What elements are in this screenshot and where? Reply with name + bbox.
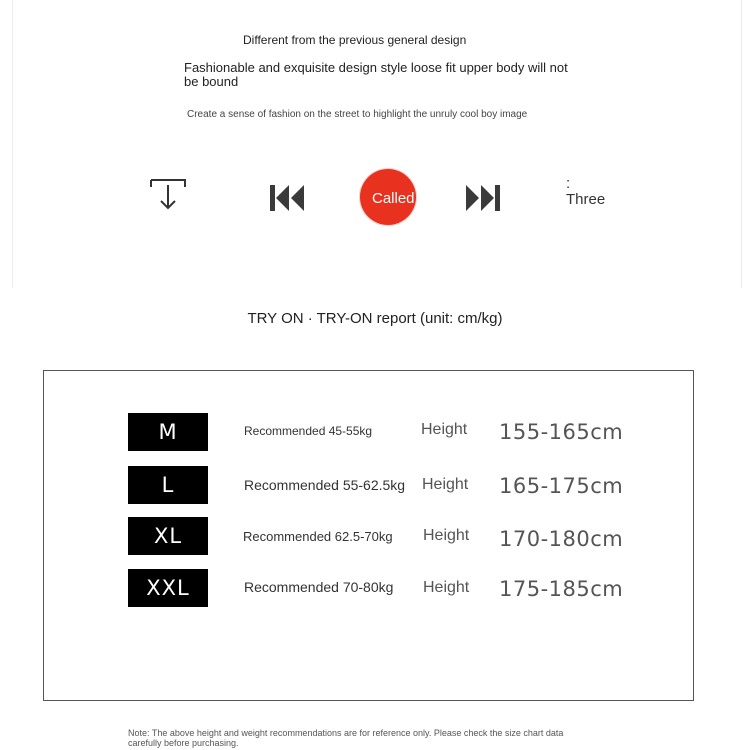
intro-line-2: Fashionable and exquisite design style loose fit upper body will not be bound (184, 60, 568, 89)
intro-line-1: Different from the previous general design (243, 33, 467, 47)
height-range-m: 155-165cm (499, 420, 624, 444)
height-label-xl: Height (423, 527, 470, 544)
download-button[interactable] (148, 176, 188, 212)
next-button[interactable] (462, 182, 502, 214)
report-title: TRY ON · TRY-ON report (unit: cm/kg) (247, 310, 503, 327)
size-note: Note: The above height and weight recommendations are for reference only. Please check the size chart data carefully before purchasing. (128, 728, 564, 748)
recommended-weight-xxl: Recommended 70-80kg (244, 579, 394, 595)
size-badge-xl: XL (128, 517, 208, 555)
size-chart (43, 370, 694, 701)
called-button[interactable] (360, 169, 416, 225)
three-label (566, 176, 605, 208)
height-range-xxl: 175-185cm (499, 577, 624, 601)
called-label: Called (372, 190, 415, 207)
size-badge-xxl: XXL (128, 569, 208, 607)
three-text: Three (566, 191, 606, 208)
recommended-weight-m: Recommended 45-55kg (244, 424, 373, 438)
height-label-l: Height (422, 476, 469, 493)
height-label-m: Height (421, 421, 468, 438)
height-label-xxl: Height (423, 579, 470, 596)
size-badge-l: L (128, 466, 208, 504)
recommended-weight-l: Recommended 55-62.5kg (244, 477, 406, 493)
download-arrow-icon (148, 176, 188, 212)
skip-previous-icon (268, 182, 308, 214)
recommended-weight-xl: Recommended 62.5-70kg (243, 529, 393, 544)
height-range-l: 165-175cm (499, 474, 624, 498)
skip-next-icon (462, 182, 502, 214)
size-badge-m: M (128, 413, 208, 451)
three-colon: : (566, 175, 571, 192)
previous-button[interactable] (268, 182, 308, 214)
height-range-xl: 170-180cm (499, 527, 624, 551)
intro-line-3: Create a sense of fashion on the street to highlight the unruly cool boy image (187, 109, 528, 120)
